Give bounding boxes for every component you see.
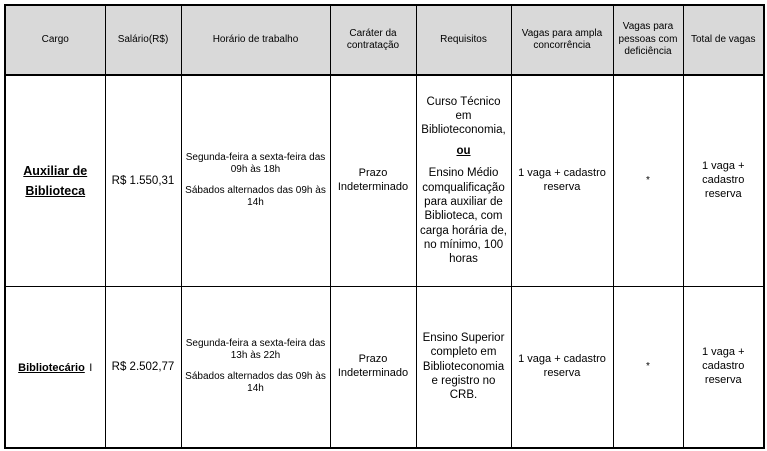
header-salario: Salário(R$) [105,5,181,75]
schedule-cell [181,75,330,286]
requirement-option-1: Curso Técnico em Biblioteconomia, [421,95,506,137]
header-cargo: Cargo [5,5,105,75]
schedule-cell [181,286,330,448]
vacancies-open-cell: 1 vaga + cadastro reserva [511,286,613,448]
cargo-title: Bibliotecário [18,361,85,374]
header-vagas-ampla: Vagas para ampla concorrência [511,5,613,75]
header-horario: Horário de trabalho [181,5,330,75]
header-total: Total de vagas [683,5,764,75]
total-vacancies-cell: 1 vaga + cadastro reserva [683,75,764,286]
total-vacancies-cell: 1 vaga + cadastro reserva [683,286,764,448]
vacancies-pcd-cell: * [613,75,683,286]
vacancies-open-cell: 1 vaga + cadastro reserva [511,75,613,286]
cargo-cell [5,286,105,448]
schedule-saturdays: Sábados alternados das 09h às 14h [185,184,326,209]
requirements-cell: Ensino Superior completo em Biblioteconomia e registro no CRB. [416,286,511,448]
schedule-weekdays: Segunda-feira a sexta-feira das 13h às 22h [185,337,326,362]
schedule-saturdays: Sábados alternados das 09h às 14h [185,370,326,395]
header-carater: Caráter da contratação [330,5,416,75]
salary-cell: R$ 1.550,31 [105,75,181,286]
requirement-or-separator: ou [456,144,471,157]
salary-cell: R$ 2.502,77 [105,286,181,448]
contract-type-cell: Prazo Indeterminado [330,75,416,286]
requirements-cell [416,75,511,286]
cargo-cell [5,75,105,286]
schedule-weekdays: Segunda-feira a sexta-feira das 09h às 18h [185,151,326,176]
header-vagas-pcd: Vagas para pessoas com deficiência [613,5,683,75]
table-header-row [5,5,764,75]
job-vacancies-table [4,4,765,449]
table-row [5,75,764,286]
header-requisitos: Requisitos [416,5,511,75]
cargo-level: I [89,361,93,374]
cargo-title: Auxiliar de Biblioteca [23,163,88,198]
contract-type-cell: Prazo Indeterminado [330,286,416,448]
requirement-option-2: Ensino Médio comqualificação para auxiliar de Biblioteca, com carga horária de, no mínimo, 100 horas [420,167,507,266]
vacancies-pcd-cell: * [613,286,683,448]
table-row [5,286,764,448]
